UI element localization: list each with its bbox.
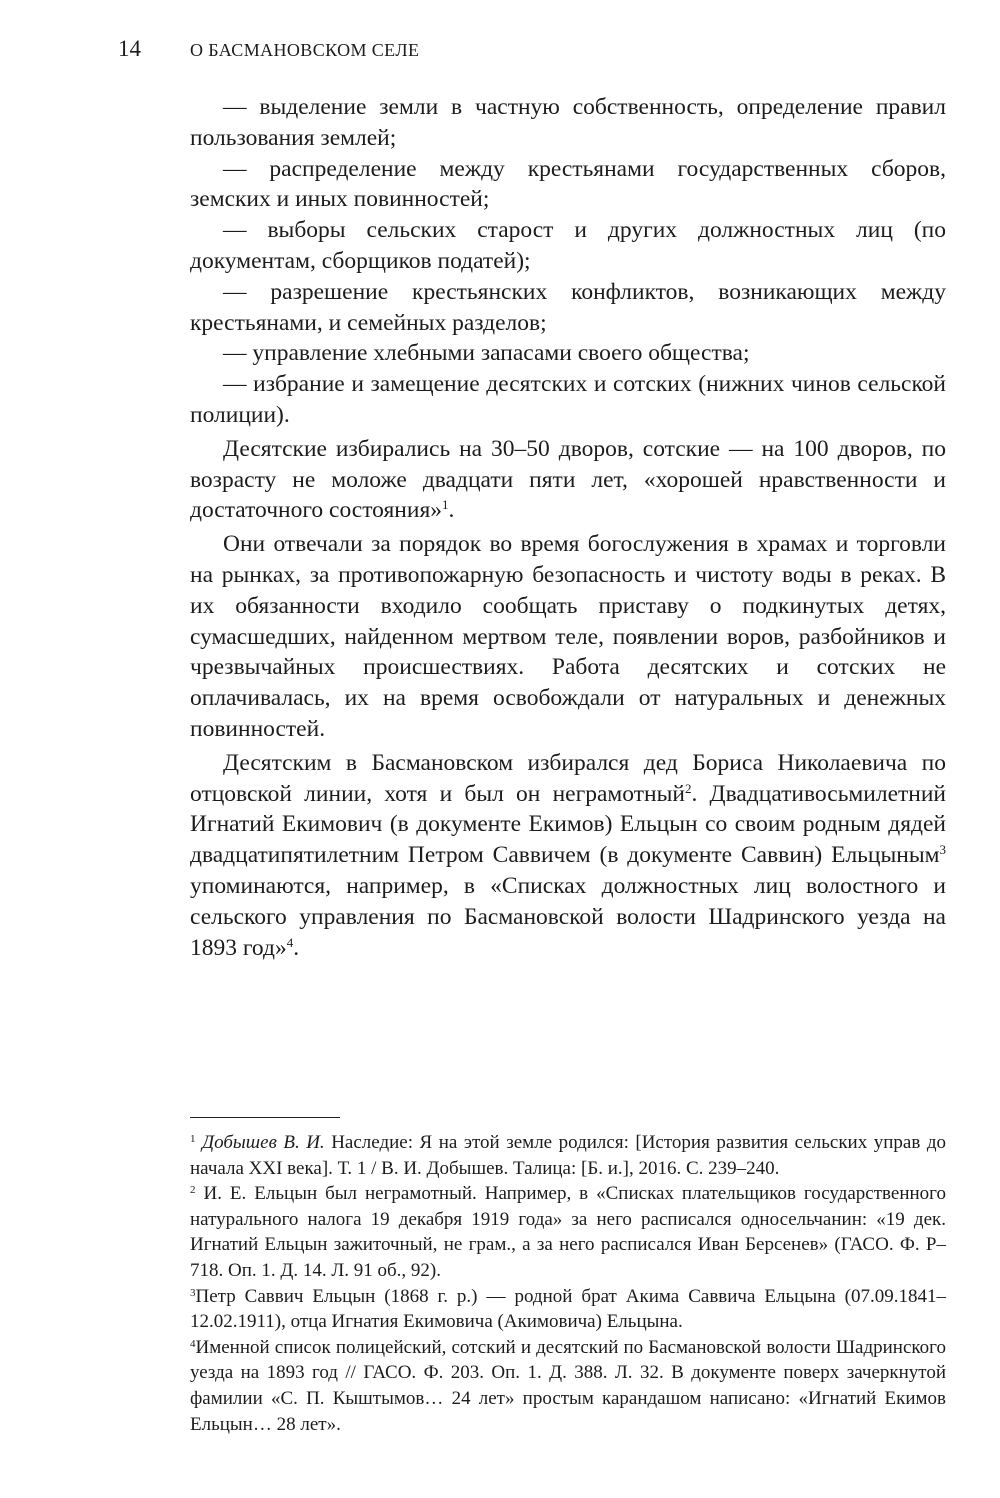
footnote-number: 1 bbox=[190, 1133, 196, 1145]
footnote-number: 2 bbox=[190, 1184, 196, 1197]
paragraph-text: упоминаются, например, в «Списках должностных лиц волостного и сельского управления по Басмановской волости Шадринского уезда на 1893 год» bbox=[190, 872, 946, 961]
paragraph-elections bbox=[190, 434, 946, 526]
footnote-text: И. Е. Ельцын был неграмотный. Например, в «Списках плательщиков государственного натурального налога 19 декабря 1919 года» за него расписался односельчанин: «19 дек. Игнатий Ельцын зажиточный, не грам., а за него расписался Иван Берсенев» (ГАСО. Ф. Р–718. Оп. 1. Д. 14. Л. 91 об., 92). bbox=[190, 1183, 946, 1281]
footnote-4 bbox=[190, 1335, 946, 1437]
paragraph-grandfather bbox=[190, 748, 946, 964]
list-item: — выделение земли в частную собственность, определение правил пользования землей; bbox=[190, 94, 946, 151]
footnote-1 bbox=[190, 1130, 946, 1181]
footnote-number: 3 bbox=[190, 1286, 196, 1299]
paragraph-text: Десятские избирались на 30–50 дворов, сотские — на 100 дворов, по возрасту не моложе двадцати пяти лет, «хорошей нравственности и достаточного состояния» bbox=[190, 435, 946, 524]
footnote-number: 4 bbox=[190, 1337, 196, 1350]
running-title: О БАСМАНОВСКОМ СЕЛЕ bbox=[190, 40, 420, 60]
list-item: — распределение между крестьянами государственных сборов, земских и иных повинностей; bbox=[190, 155, 946, 213]
main-text bbox=[190, 92, 946, 963]
page-number: 14 bbox=[118, 36, 141, 61]
list-item: — разрешение крестьянских конфликтов, возникающих между крестьянами, и семейных разделов; bbox=[190, 278, 946, 336]
footnote-ref: 4 bbox=[286, 934, 294, 950]
page-header bbox=[118, 36, 419, 64]
footnote-author: Добышев В. И. bbox=[202, 1132, 325, 1153]
footnote-ref: 2 bbox=[684, 780, 692, 796]
paragraph-text: Они отвечали за порядок во время богослужения в храмах и торговли на рынках, за противопожарную безопасность и чистоту воды в реках. В их обязанности входило сообщать приставу о подкинутых детях, сумасшедших, найденном мертвом теле, появлении воров, разбойников и чрезвычайных происшествиях. Работа десятских и сотских не оплачивалась, их на время освобождали от натуральных и денежных повинностей. bbox=[190, 531, 946, 742]
paragraph-text: . bbox=[293, 934, 300, 961]
footnote-text: Наследие: Я на этой земле родился: [История развития сельских управ до начала XXI века]. Т. 1 / В. И. Добышев. Талица: [Б. и.], 2016. С. 239–240. bbox=[190, 1132, 946, 1179]
footnote-ref: 1 bbox=[442, 497, 449, 513]
footnote-ref: 3 bbox=[939, 842, 946, 858]
list-item: — выборы сельских старост и других должностных лиц (по документам, сборщиков податей); bbox=[190, 217, 946, 274]
list-item: — управление хлебными запасами своего общества; bbox=[223, 340, 750, 367]
list-item: — избрание и замещение десятских и сотских (нижних чинов сельской полиции). bbox=[190, 371, 946, 428]
paragraph-text: . bbox=[448, 497, 455, 524]
paragraph-text: . Двадцативосьмилетний Игнатий Екимович (в документе Екимов) Ельцын со своим родным дядей двадцатипятилетним Петром Саввичем (в документе Саввин) Ельцыным bbox=[190, 780, 947, 869]
paragraph-duties bbox=[190, 529, 946, 745]
footnote-3 bbox=[190, 1284, 946, 1335]
footnotes bbox=[190, 1130, 946, 1437]
footnote-divider bbox=[190, 1117, 340, 1118]
paragraph-text: Десятским в Басмановском избирался дед Бориса Николаевича по отцовской линии, хотя и был он неграмотный bbox=[190, 749, 946, 807]
footnote-text: Петр Саввич Ельцын (1868 г. р.) — родной брат Акима Саввича Ельцына (07.09.1841–12.02.1911), отца Игнатия Екимовича (Акимовича) Ельцына. bbox=[190, 1285, 946, 1333]
footnote-2 bbox=[190, 1181, 946, 1283]
footnote-text: Именной список полицейский, сотский и десятский по Басмановской волости Шадринского уезда на 1893 год // ГАСО. Ф. 203. Оп. 1. Д. 388. Л. 32. В документе поверх зачеркнутой фамилии «С. П. Кыштымов… 24 лет» простым карандашом написано: «Игнатий Екимов Ельцын… 28 лет». bbox=[190, 1336, 946, 1435]
